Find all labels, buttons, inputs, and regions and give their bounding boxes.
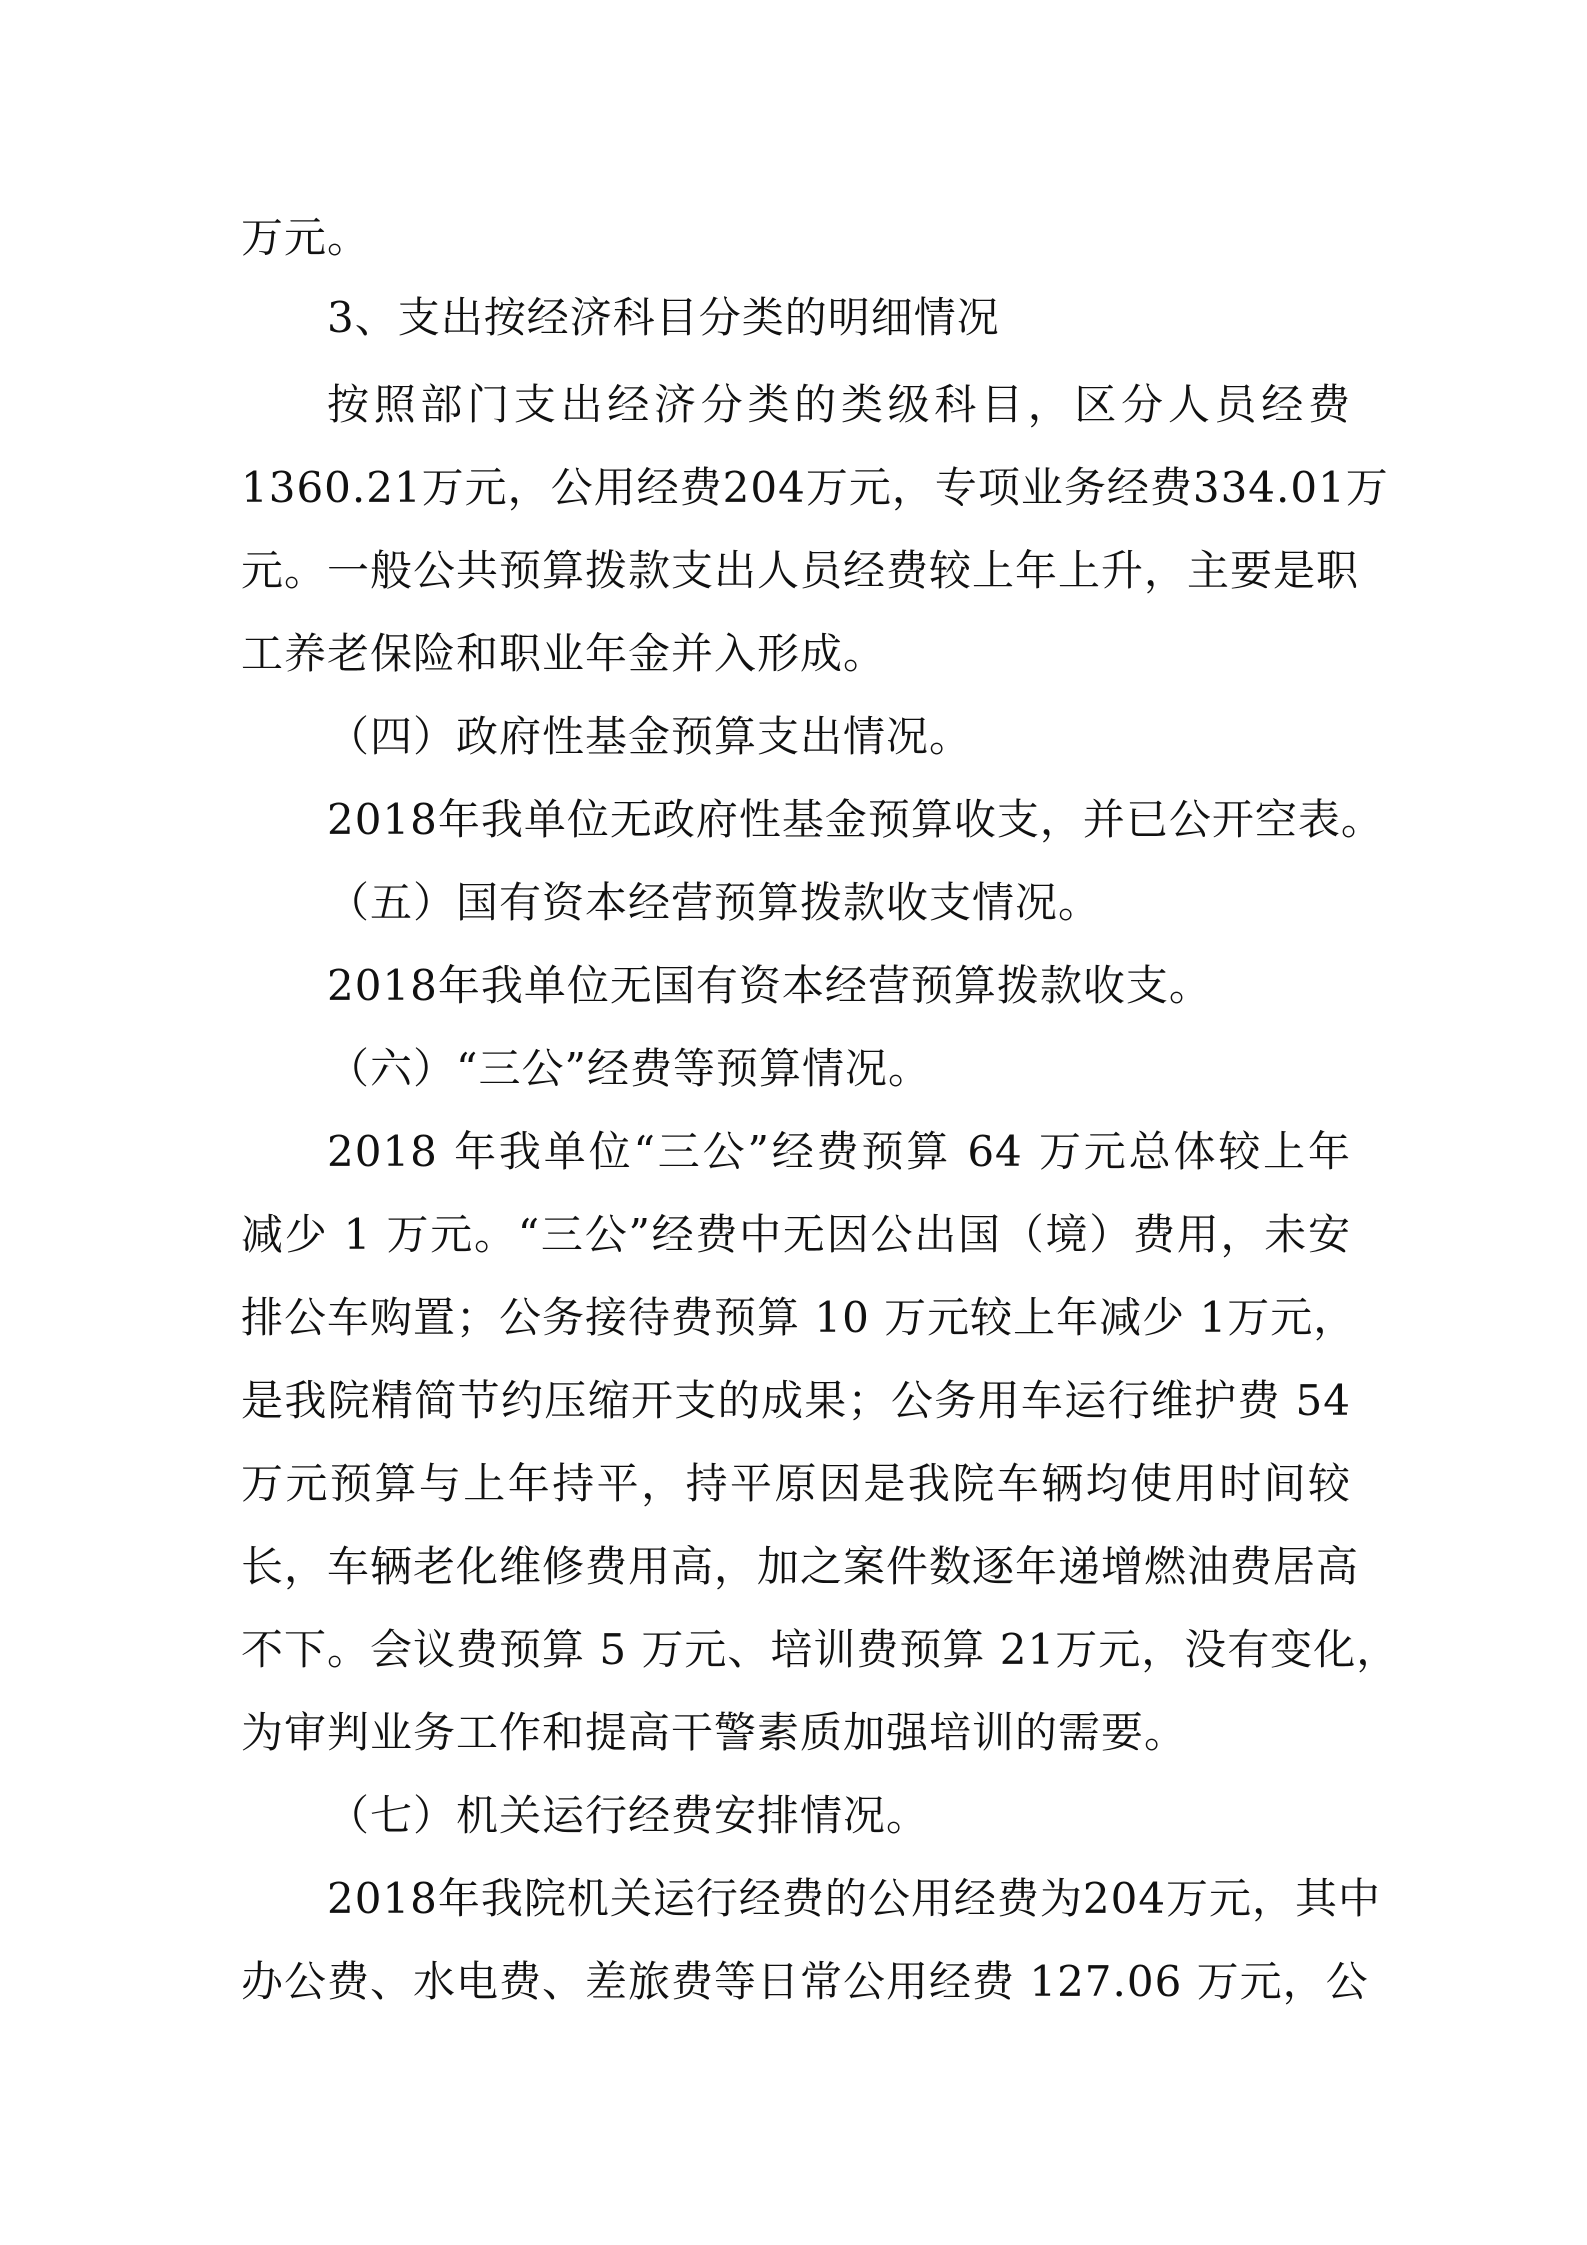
text-line-3: 按照部门支出经济分类的类级科目，区分人员经费 — [327, 380, 1351, 429]
text-line-18: 不下。会议费预算 5 万元、培训费预算 21万元，没有变化， — [241, 1625, 1400, 1674]
text-line-5: 元。一般公共预算拨款支出人员经费较上年上升，主要是职 — [241, 546, 1360, 595]
text-line-15: 是我院精简节约压缩开支的成果；公务用车运行维护费 54 — [241, 1376, 1351, 1425]
text-line-14: 排公车购置；公务接待费预算 10 万元较上年减少 1万元， — [241, 1293, 1357, 1342]
text-line-6: 工养老保险和职业年金并入形成。 — [241, 629, 887, 678]
section-heading-4: （四）政府性基金预算支出情况。 — [327, 712, 973, 761]
text-line-21: 2018年我院机关运行经费的公用经费为204万元，其中 — [327, 1874, 1382, 1923]
text-line-17: 长，车辆老化维修费用高，加之案件数逐年递增燃油费居高 — [241, 1542, 1360, 1591]
text-line-8: 2018年我单位无政府性基金预算收支，并已公开空表。 — [327, 795, 1384, 844]
text-line-22: 办公费、水电费、差旅费等日常公用经费 127.06 万元，公 — [241, 1957, 1369, 2006]
text-line-4: 1360.21万元，公用经费204万元，专项业务经费334.01万 — [241, 463, 1389, 512]
text-line-12: 2018 年我单位“三公”经费预算 64 万元总体较上年 — [327, 1127, 1351, 1176]
text-line-10: 2018年我单位无国有资本经营预算拨款收支。 — [327, 961, 1212, 1010]
section-heading-3: 3、支出按经济科目分类的明细情况 — [327, 293, 1000, 342]
text-line-16: 万元预算与上年持平，持平原因是我院车辆均使用时间较 — [241, 1459, 1351, 1508]
text-line-13: 减少 1 万元。“三公”经费中无因公出国（境）费用，未安 — [241, 1210, 1351, 1259]
section-heading-5: （五）国有资本经营预算拨款收支情况。 — [327, 878, 1102, 927]
section-heading-7: （七）机关运行经费安排情况。 — [327, 1791, 930, 1840]
text-line-19: 为审判业务工作和提高干警素质加强培训的需要。 — [241, 1708, 1188, 1757]
section-heading-6: （六）“三公”经费等预算情况。 — [327, 1044, 931, 1093]
text-line-1: 万元。 — [241, 213, 371, 262]
